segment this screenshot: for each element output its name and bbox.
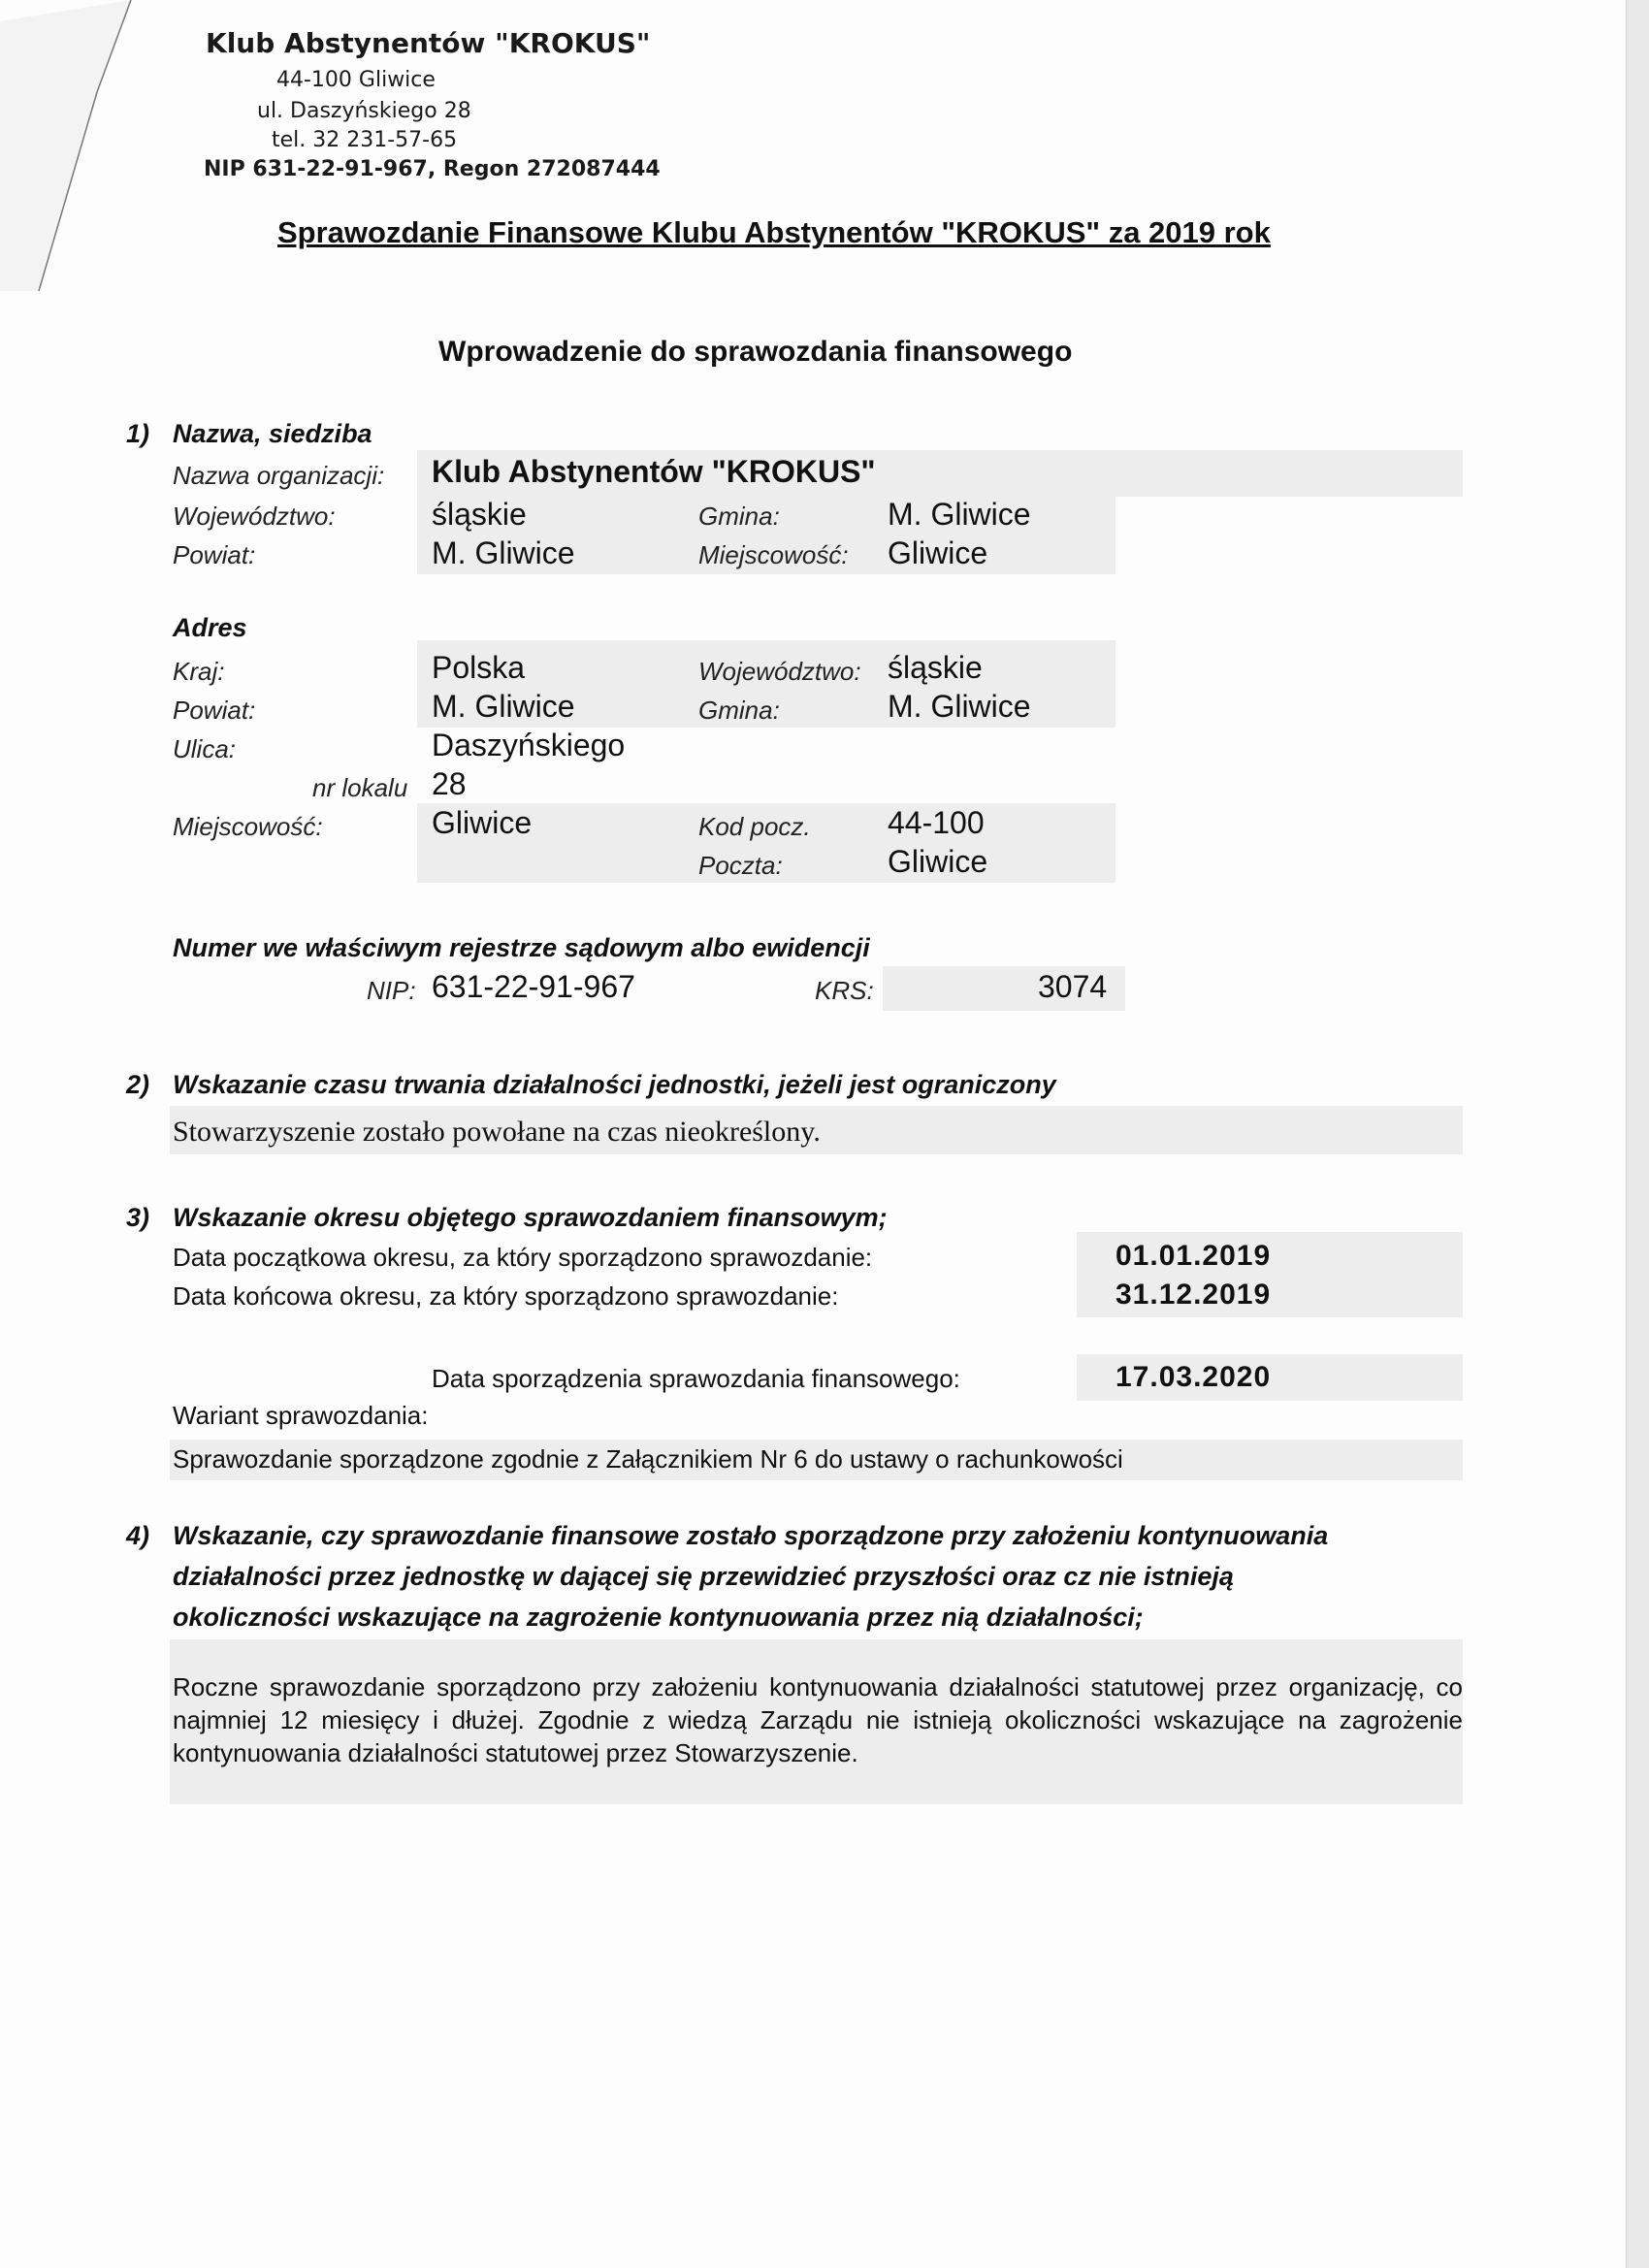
- made-date-value: 17.03.2020: [1116, 1361, 1272, 1393]
- kod-label: Kod pocz.: [698, 812, 811, 841]
- stamp-city: 44-100 Gliwice: [276, 68, 436, 92]
- section-3-heading: Wskazanie okresu objętego sprawozdaniem finansowym;: [173, 1203, 888, 1232]
- woj-value: śląskie: [432, 497, 527, 532]
- adres-woj-label: Województwo:: [698, 657, 861, 686]
- document-title: Sprawozdanie Finansowe Klubu Abstynentów "KROKUS" za 2019 rok: [277, 215, 1271, 249]
- rejestr-heading: Numer we właściwym rejestrze sądowym albo ewidencji: [173, 933, 870, 962]
- section-2-number: 2): [126, 1070, 150, 1099]
- stamp-street: ul. Daszyńskiego 28: [257, 99, 471, 123]
- document-subtitle: Wprowadzenie do sprawozdania finansowego: [438, 336, 1073, 368]
- section-4-heading-line-3: okoliczności wskazujące na zagrożenie kontynuowania przez nią działalności;: [173, 1603, 1144, 1632]
- section-4-heading-line-2: działalności przez jednostkę w dającej się przewidzieć przyszłości oraz cz nie istnieją: [173, 1562, 1234, 1591]
- scan-edge: [1626, 0, 1649, 2268]
- org-value: Klub Abstynentów "KROKUS": [432, 454, 876, 489]
- adres-miejscowosc-label: Miejscowość:: [173, 812, 323, 841]
- powiat-label: Powiat:: [173, 540, 256, 569]
- poczta-value: Gliwice: [888, 844, 988, 879]
- end-date-value: 31.12.2019: [1116, 1279, 1272, 1311]
- made-date-label: Data sporządzenia sprawozdania finansowego:: [432, 1364, 960, 1393]
- start-date-label: Data początkowa okresu, za który sporządzono sprawozdanie:: [173, 1243, 873, 1272]
- adres-gmina-label: Gmina:: [698, 696, 780, 725]
- section-1-heading: Nazwa, siedziba: [173, 419, 372, 448]
- nip-value: 631-22-91-967: [432, 969, 635, 1004]
- kraj-label: Kraj:: [173, 657, 225, 686]
- section-2-text: Stowarzyszenie zostało powołane na czas nieokreślony.: [173, 1116, 821, 1148]
- org-label: Nazwa organizacji:: [173, 461, 385, 490]
- adres-miejscowosc-value: Gliwice: [432, 805, 533, 840]
- end-date-label: Data końcowa okresu, za który sporządzono sprawozdanie:: [173, 1281, 839, 1311]
- kraj-value: Polska: [432, 650, 526, 685]
- section-4-text: Roczne sprawozdanie sporządzono przy założeniu kontynuowania działalności statutowej przez organizację, co najmniej 12 miesięcy i dłużej. Zgodnie z wiedzą Zarządu nie istnieją okoliczności wskazujące na zagrożenie kontynuowania działalności statutowej przez Stowarzyszenie.: [173, 1672, 1463, 1767]
- krs-label: KRS:: [815, 976, 874, 1005]
- section-3-number: 3): [126, 1203, 150, 1232]
- adres-powiat-value: M. Gliwice: [432, 689, 575, 724]
- adres-woj-value: śląskie: [888, 650, 983, 685]
- gmina-label: Gmina:: [698, 502, 780, 531]
- scan-fold-mark: [0, 0, 146, 291]
- poczta-label: Poczta:: [698, 851, 783, 880]
- section-4-heading-line-1: Wskazanie, czy sprawozdanie finansowe zostało sporządzone przy założeniu kontynuowania: [173, 1521, 1329, 1550]
- powiat-value: M. Gliwice: [432, 535, 575, 570]
- variant-label: Wariant sprawozdania:: [173, 1401, 429, 1430]
- kod-value: 44-100: [888, 805, 985, 840]
- section-1-number: 1): [126, 419, 150, 448]
- lokal-value: 28: [432, 766, 467, 801]
- gmina-value: M. Gliwice: [888, 497, 1031, 532]
- variant-value: Sprawozdanie sporządzone zgodnie z Załącznikiem Nr 6 do ustawy o rachunkowości: [173, 1444, 1123, 1474]
- stamp-ids: NIP 631-22-91-967, Regon 272087444: [204, 157, 661, 181]
- section-2-heading: Wskazanie czasu trwania działalności jednostki, jeżeli jest ograniczony: [173, 1070, 1056, 1099]
- section-4-number: 4): [126, 1521, 150, 1550]
- miejscowosc-value: Gliwice: [888, 535, 988, 570]
- ulica-label: Ulica:: [173, 734, 237, 763]
- lokal-label: nr lokalu: [312, 773, 408, 802]
- adres-powiat-label: Powiat:: [173, 696, 256, 725]
- ulica-value: Daszyńskiego: [432, 728, 626, 762]
- adres-gmina-value: M. Gliwice: [888, 689, 1031, 724]
- krs-value: 3074: [1038, 969, 1108, 1004]
- woj-label: Województwo:: [173, 502, 336, 531]
- start-date-value: 01.01.2019: [1116, 1240, 1272, 1272]
- stamp-phone: tel. 32 231-57-65: [272, 128, 458, 152]
- nip-label: NIP:: [367, 976, 416, 1005]
- miejscowosc-label: Miejscowość:: [698, 540, 849, 569]
- adres-heading: Adres: [173, 613, 247, 642]
- stamp-name: Klub Abstynentów "KROKUS": [206, 27, 651, 59]
